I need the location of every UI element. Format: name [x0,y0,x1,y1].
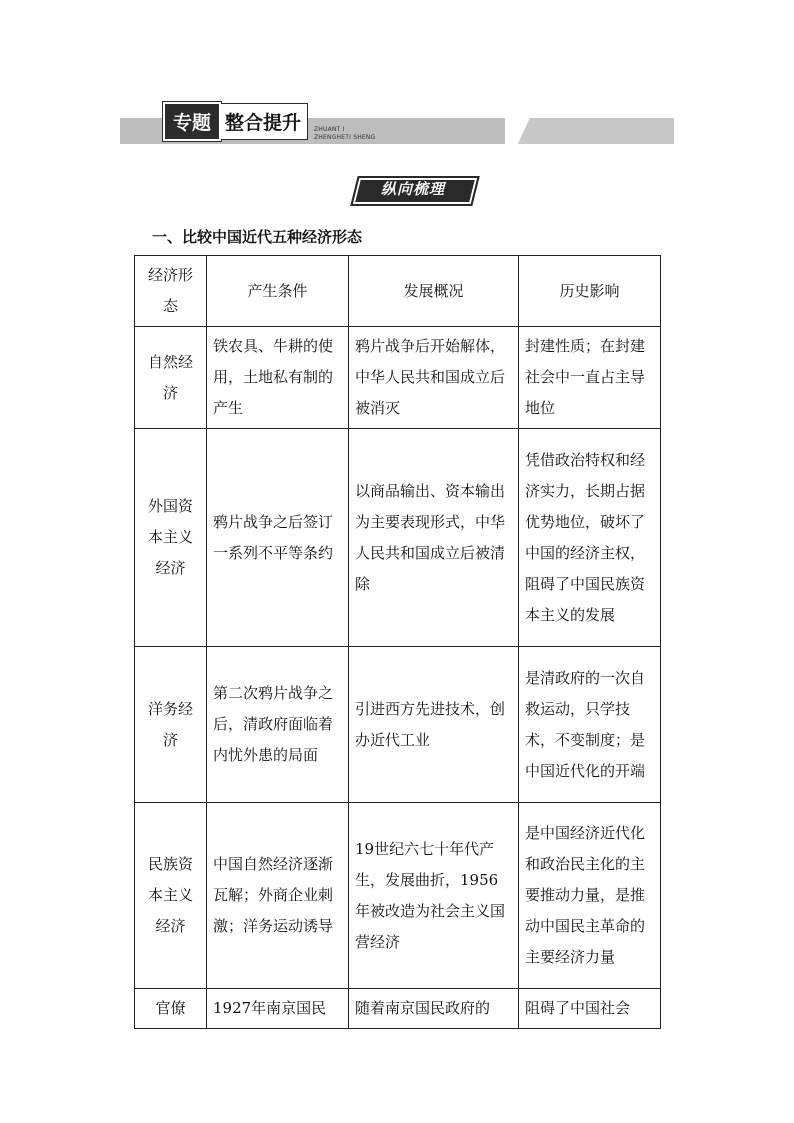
table-row [135,429,661,647]
cell-condition: 铁农具、牛耕的使用，土地私有制的产生 [207,327,349,429]
cell-development: 19世纪六七十年代产生，发展曲折，1956年被改造为社会主义国营经济 [349,803,519,989]
header-type: 经济形态 [135,256,207,327]
cell-impact: 是中国经济近代化和政治民主化的主要推动力量，是推动中国民主革命的主要经济力量 [519,803,661,989]
section-title: 一、比较中国近代五种经济形态 [152,228,363,246]
table-row [135,989,661,1029]
cell-type: 外国资本主义经济 [135,429,207,647]
badge-main-label: 专题 [163,102,221,141]
header-condition: 产生条件 [207,256,349,327]
pinyin-line-2: ZHENGHETI SHENG [314,134,376,141]
cell-impact: 封建性质；在封建社会中一直占主导地位 [519,327,661,429]
cell-development: 鸦片战争后开始解体，中华人民共和国成立后被消灭 [349,327,519,429]
cell-condition: 中国自然经济逐渐瓦解；外商企业刺激；洋务运动诱导 [207,803,349,989]
table-header-row [135,256,661,327]
badge-pinyin [314,126,375,142]
cell-type: 官僚 [135,989,207,1029]
badge-sub-label: 整合提升 [221,103,308,140]
cell-condition: 第二次鸦片战争之后，清政府面临着内忧外患的局面 [207,647,349,803]
subsection-tag-label: 纵向梳理 [380,180,445,198]
pinyin-line-1: ZHUANT I [314,126,345,133]
cell-type: 民族资本主义经济 [135,803,207,989]
cell-development: 以商品输出、资本输出为主要表现形式，中华人民共和国成立后被清除 [349,429,519,647]
topic-badge [163,104,308,138]
cell-type: 洋务经济 [135,647,207,803]
cell-development: 随着南京国民政府的 [349,989,519,1029]
banner-stripe [505,118,674,144]
cell-impact: 是清政府的一次自救运动，只学技术，不变制度；是中国近代化的开端 [519,647,661,803]
table-row [135,803,661,989]
table-row [135,647,661,803]
subsection-tag [354,176,472,202]
cell-impact: 凭借政治特权和经济实力，长期占据优势地位，破坏了中国的经济主权，阻碍了中国民族资本主义的发展 [519,429,661,647]
cell-condition: 鸦片战争之后签订一系列不平等条约 [207,429,349,647]
header-impact: 历史影响 [519,256,661,327]
cell-development: 引进西方先进技术，创办近代工业 [349,647,519,803]
economy-comparison-table [134,255,661,1029]
cell-impact: 阻碍了中国社会 [519,989,661,1029]
header-development: 发展概况 [349,256,519,327]
cell-type: 自然经济 [135,327,207,429]
cell-condition: 1927年南京国民 [207,989,349,1029]
table-row [135,327,661,429]
